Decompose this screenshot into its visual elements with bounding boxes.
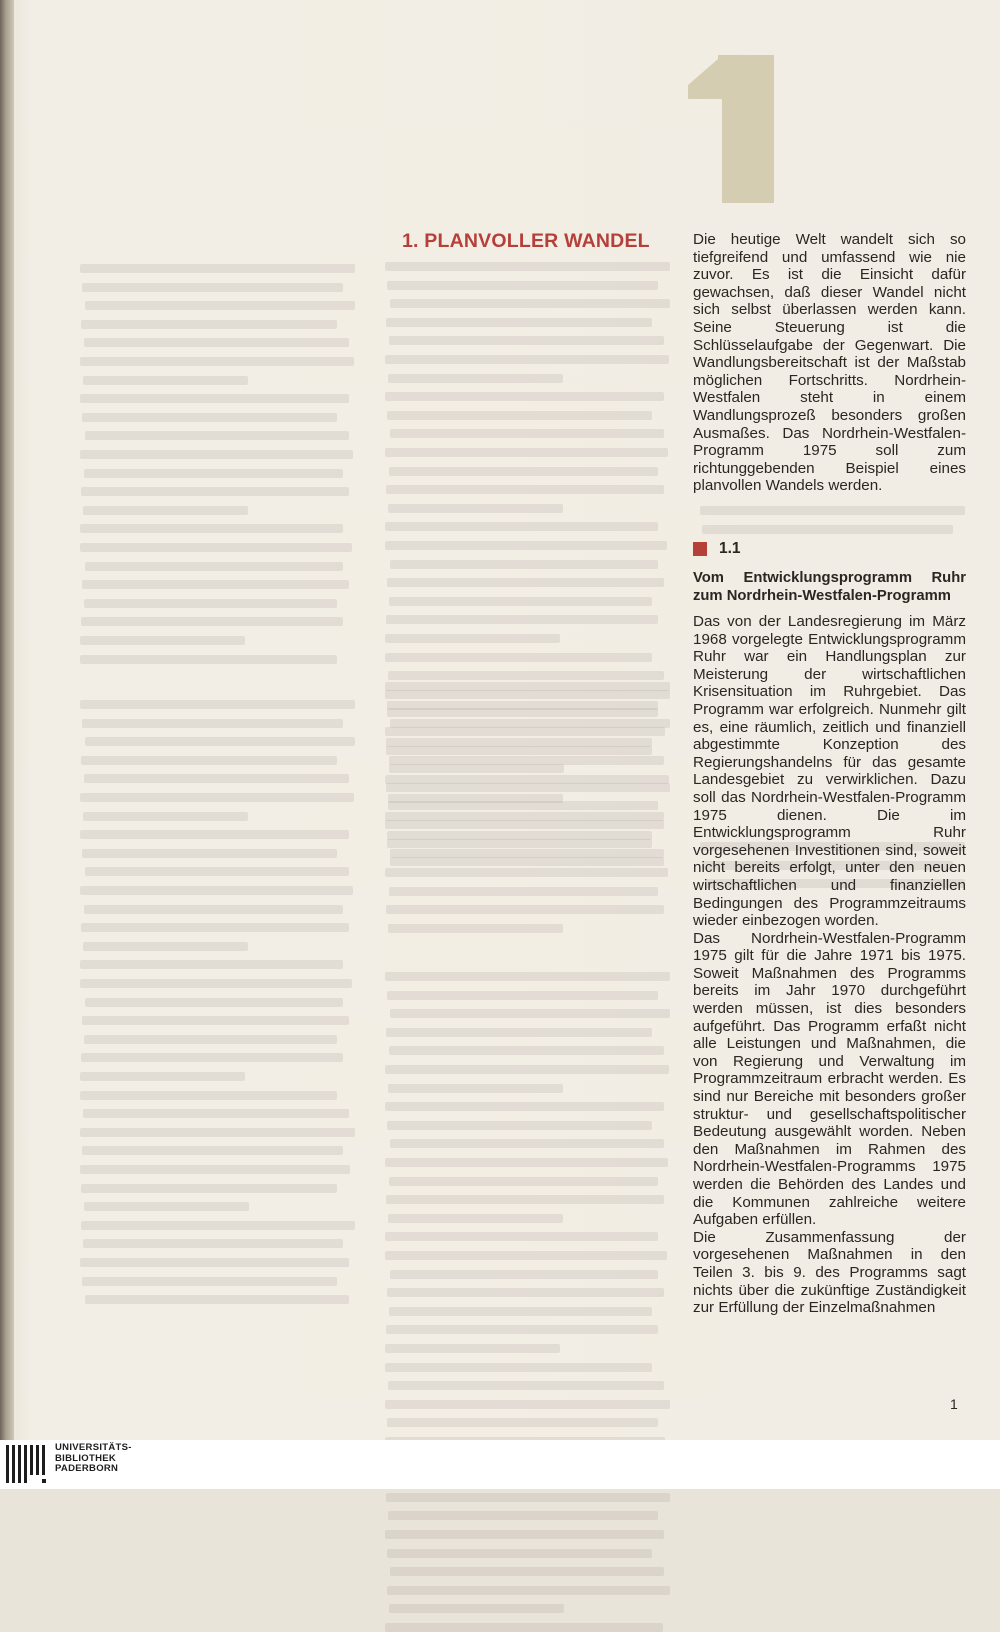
show-through-line [82, 1277, 337, 1286]
show-through-line [80, 830, 349, 839]
show-through-line [80, 1072, 245, 1081]
show-through-line [84, 1202, 249, 1211]
show-through-line [387, 578, 664, 587]
show-through-line [385, 355, 669, 364]
show-through-line [388, 924, 563, 933]
show-through-line [386, 1195, 664, 1204]
show-through-line [385, 448, 668, 457]
show-through-line [386, 1028, 652, 1037]
show-through-line [81, 1221, 355, 1230]
show-through-line [387, 831, 652, 840]
show-through-line [80, 524, 343, 533]
show-through-line [385, 1363, 652, 1372]
show-through-line [82, 1016, 349, 1025]
show-through-line [81, 923, 349, 932]
show-through-line [80, 979, 352, 988]
show-through-line [385, 1102, 664, 1111]
show-through-line [387, 411, 652, 420]
show-through-line [387, 1586, 670, 1595]
section-body [693, 613, 966, 1317]
show-through-line [386, 905, 664, 914]
show-through-line [80, 1165, 350, 1174]
show-through-line [83, 1109, 349, 1118]
show-through-line [81, 487, 349, 496]
show-through-line [385, 541, 667, 550]
show-through-line [385, 690, 670, 699]
show-through-line [388, 1084, 563, 1093]
show-through-line [386, 783, 670, 792]
show-through-line [389, 336, 664, 345]
show-through-line [82, 849, 337, 858]
show-through-line [387, 1288, 664, 1297]
show-through-line [387, 701, 658, 710]
chapter-numeral-shape [688, 55, 774, 203]
show-through-line [388, 1381, 664, 1390]
library-logo-text [55, 1443, 132, 1475]
show-through-line [390, 429, 664, 438]
show-through-line [80, 700, 355, 709]
show-through-line [385, 727, 665, 736]
show-through-line [385, 1158, 668, 1167]
show-through-line [385, 522, 658, 531]
show-through-line [390, 1270, 658, 1279]
show-through-line [388, 1214, 563, 1223]
show-through-line [385, 868, 668, 877]
show-through-line [386, 1325, 658, 1334]
show-through-line [388, 1511, 658, 1520]
show-through-line [390, 857, 664, 866]
show-through-line [385, 1344, 560, 1353]
show-through-line [81, 1184, 337, 1193]
show-through-line [83, 942, 248, 951]
show-through-line [389, 467, 658, 476]
show-through-line [390, 1009, 670, 1018]
show-through-line [385, 812, 664, 821]
intro-paragraph: Die heutige Welt wandelt sich so tiefgreifend und umfassend wie nie zuvor. Es ist die Einsicht dafür gewachsen, daß dieser Wandel nicht sich selbst überlassen werden kann. Seine Steuerung ist die Schlüsselaufgabe der Gegenwart. Die Wandlungsbereitschaft ist der Maßstab möglichen Fortschritts. Nordrhein-Westfalen steht in einem Wandlungsprozeß besonders großen Ausmaßes. Das Nordrhein-Westfalen-Programm 1975 soll zum richtunggebenden Beispiel eines planvollen Wandels werden. [693, 231, 966, 495]
show-through-line [390, 299, 670, 308]
show-through-line [387, 991, 658, 1000]
show-through-line [80, 264, 355, 273]
show-through-line [82, 1146, 343, 1155]
show-through-line [387, 1549, 652, 1558]
show-through-line [385, 653, 652, 662]
show-through-line [85, 562, 343, 571]
show-through-line [386, 485, 664, 494]
show-through-line [84, 469, 343, 478]
show-through-line [388, 504, 563, 513]
show-through-line [386, 746, 652, 755]
show-through-line [80, 1258, 349, 1267]
show-through-line [386, 1493, 670, 1502]
show-through-line [390, 1567, 664, 1576]
show-through-line [85, 867, 349, 876]
show-through-line [80, 543, 352, 552]
show-through-line [385, 392, 664, 401]
show-through-line [388, 671, 664, 680]
show-through-line [385, 682, 670, 691]
body-paragraph: Das von der Landesregierung im März 1968 vorgelegte Entwicklungsprogramm Ruhr war ein Handlungsplan zur Meisterung der wirtschaftlichen Krisensituation im Ruhrgebiet. Das Programm war erfolgreich. Nunmehr gilt es, eine räumlich, zeitlich und finanziell abgestimmte Konzeption des Regierungshandelns für das gesamte Landesgebiet zu verwirklichen. Dazu soll das Nordrhein-Westfalen-Programm 1975 dienen. Die im Entwicklungsprogramm Ruhr vorgesehenen Investitionen sind, soweit nicht bereits erfolgt, unter den neuen wirtschaftlichen und finanziellen Bedingungen des Programmzeitraums wieder einbezogen worden. [693, 613, 966, 930]
show-through-line [389, 1307, 652, 1316]
show-through-line [386, 318, 652, 327]
show-through-line [385, 972, 670, 981]
show-through-line [389, 1046, 664, 1055]
show-through-line [82, 719, 343, 728]
chapter-numeral-graphic [688, 55, 774, 203]
show-through-line [386, 615, 658, 624]
show-through-line [388, 794, 563, 803]
show-through-line [385, 1065, 669, 1074]
show-through-line [388, 801, 658, 810]
section-heading [693, 540, 741, 558]
show-through-line [389, 1604, 564, 1613]
show-through-line [85, 301, 355, 310]
show-through-line [80, 886, 353, 895]
show-through-line [385, 1530, 664, 1539]
show-through-line [385, 1400, 670, 1409]
body-paragraph: Die Zusammenfassung der vorgesehenen Maßnahmen in den Teilen 3. bis 9. des Programms sagt nichts über die zukünftige Zuständigkeit zur Erfüllung der Einzelmaßnahmen [693, 1228, 966, 1317]
show-through-line [83, 812, 248, 821]
show-through-line [390, 1139, 664, 1148]
show-through-line [387, 1121, 652, 1130]
show-through-line [83, 1239, 343, 1248]
show-through-line [385, 1623, 663, 1632]
footer-bar [0, 1440, 1000, 1489]
show-through-line [702, 525, 953, 534]
show-through-line [80, 357, 354, 366]
show-through-line [81, 1053, 343, 1062]
show-through-line [85, 998, 343, 1007]
show-through-line [387, 839, 652, 848]
show-through-line [385, 775, 669, 784]
show-through-line [84, 905, 343, 914]
book-binding-edge [0, 0, 14, 1440]
show-through-line [700, 506, 965, 515]
show-through-line [385, 1232, 658, 1241]
show-through-line [84, 599, 337, 608]
logo-line: PADERBORN [55, 1463, 119, 1474]
show-through-line [385, 820, 664, 829]
show-through-line [80, 655, 337, 664]
show-through-line [80, 636, 245, 645]
show-through-line [388, 374, 563, 383]
show-through-line [85, 431, 349, 440]
show-through-line [389, 887, 658, 896]
show-through-line [390, 719, 670, 728]
show-through-line [81, 756, 337, 765]
section-marker-square [693, 542, 707, 556]
show-through-line [80, 450, 353, 459]
show-through-line [84, 774, 349, 783]
show-through-line [82, 413, 337, 422]
show-through-line [389, 597, 652, 606]
section-subtitle: Vom Entwicklungsprogramm Ruhr zum Nordrhein-Westfalen-Programm [693, 570, 966, 604]
show-through-line [80, 960, 343, 969]
show-through-line [84, 1035, 337, 1044]
page-number: 1 [950, 1396, 958, 1412]
show-through-line [390, 849, 664, 858]
show-through-line [385, 1251, 667, 1260]
show-through-line [387, 1418, 658, 1427]
show-through-line [387, 281, 658, 290]
show-through-line [389, 756, 664, 765]
show-through-line [85, 737, 355, 746]
show-through-line [84, 338, 349, 347]
library-logo [4, 1443, 132, 1487]
show-through-line [82, 580, 349, 589]
chapter-title: 1. PLANVOLLER WANDEL [402, 230, 650, 252]
show-through-line [80, 394, 349, 403]
show-through-line [81, 320, 337, 329]
show-through-line [385, 262, 670, 271]
show-through-line [389, 764, 564, 773]
logo-line: UNIVERSITÄTS- [55, 1442, 132, 1453]
show-through-line [386, 738, 652, 747]
show-through-line [81, 617, 343, 626]
logo-line: BIBLIOTHEK [55, 1452, 117, 1464]
show-through-line [387, 708, 658, 717]
show-through-line [80, 1128, 355, 1137]
show-through-line [385, 634, 560, 643]
library-logo-icon [4, 1443, 50, 1487]
body-paragraph: Das Nordrhein-Westfalen-Programm 1975 gilt für die Jahre 1971 bis 1975. Soweit Maßnahmen des Programms bereits im Jahr 1970 durchgeführt werden müssen, ist dies besonders aufgeführt. Das Programm erfaßt nicht alle Leistungen und Maßnahmen, die von Regierung und Verwaltung im Programmzeitraum erbracht werden. Es sind nur Bereiche mit besonders großer struktur- und gesellschaftspolitischer Bedeutung ausgewählt worden. Neben den Maßnahmen im Rahmen des Nordrhein-Westfalen-Programms 1975 werden die Behörden des Landes und die Kommunen zahlreiche weitere Aufgaben erfüllen. [693, 929, 966, 1229]
show-through-line [85, 1295, 349, 1304]
show-through-line [80, 1091, 337, 1100]
show-through-line [83, 376, 248, 385]
show-through-line [80, 793, 354, 802]
show-through-line [389, 1177, 658, 1186]
show-through-line [390, 560, 658, 569]
show-through-line [82, 283, 343, 292]
section-number: 1.1 [719, 540, 741, 557]
show-through-line [83, 506, 248, 515]
